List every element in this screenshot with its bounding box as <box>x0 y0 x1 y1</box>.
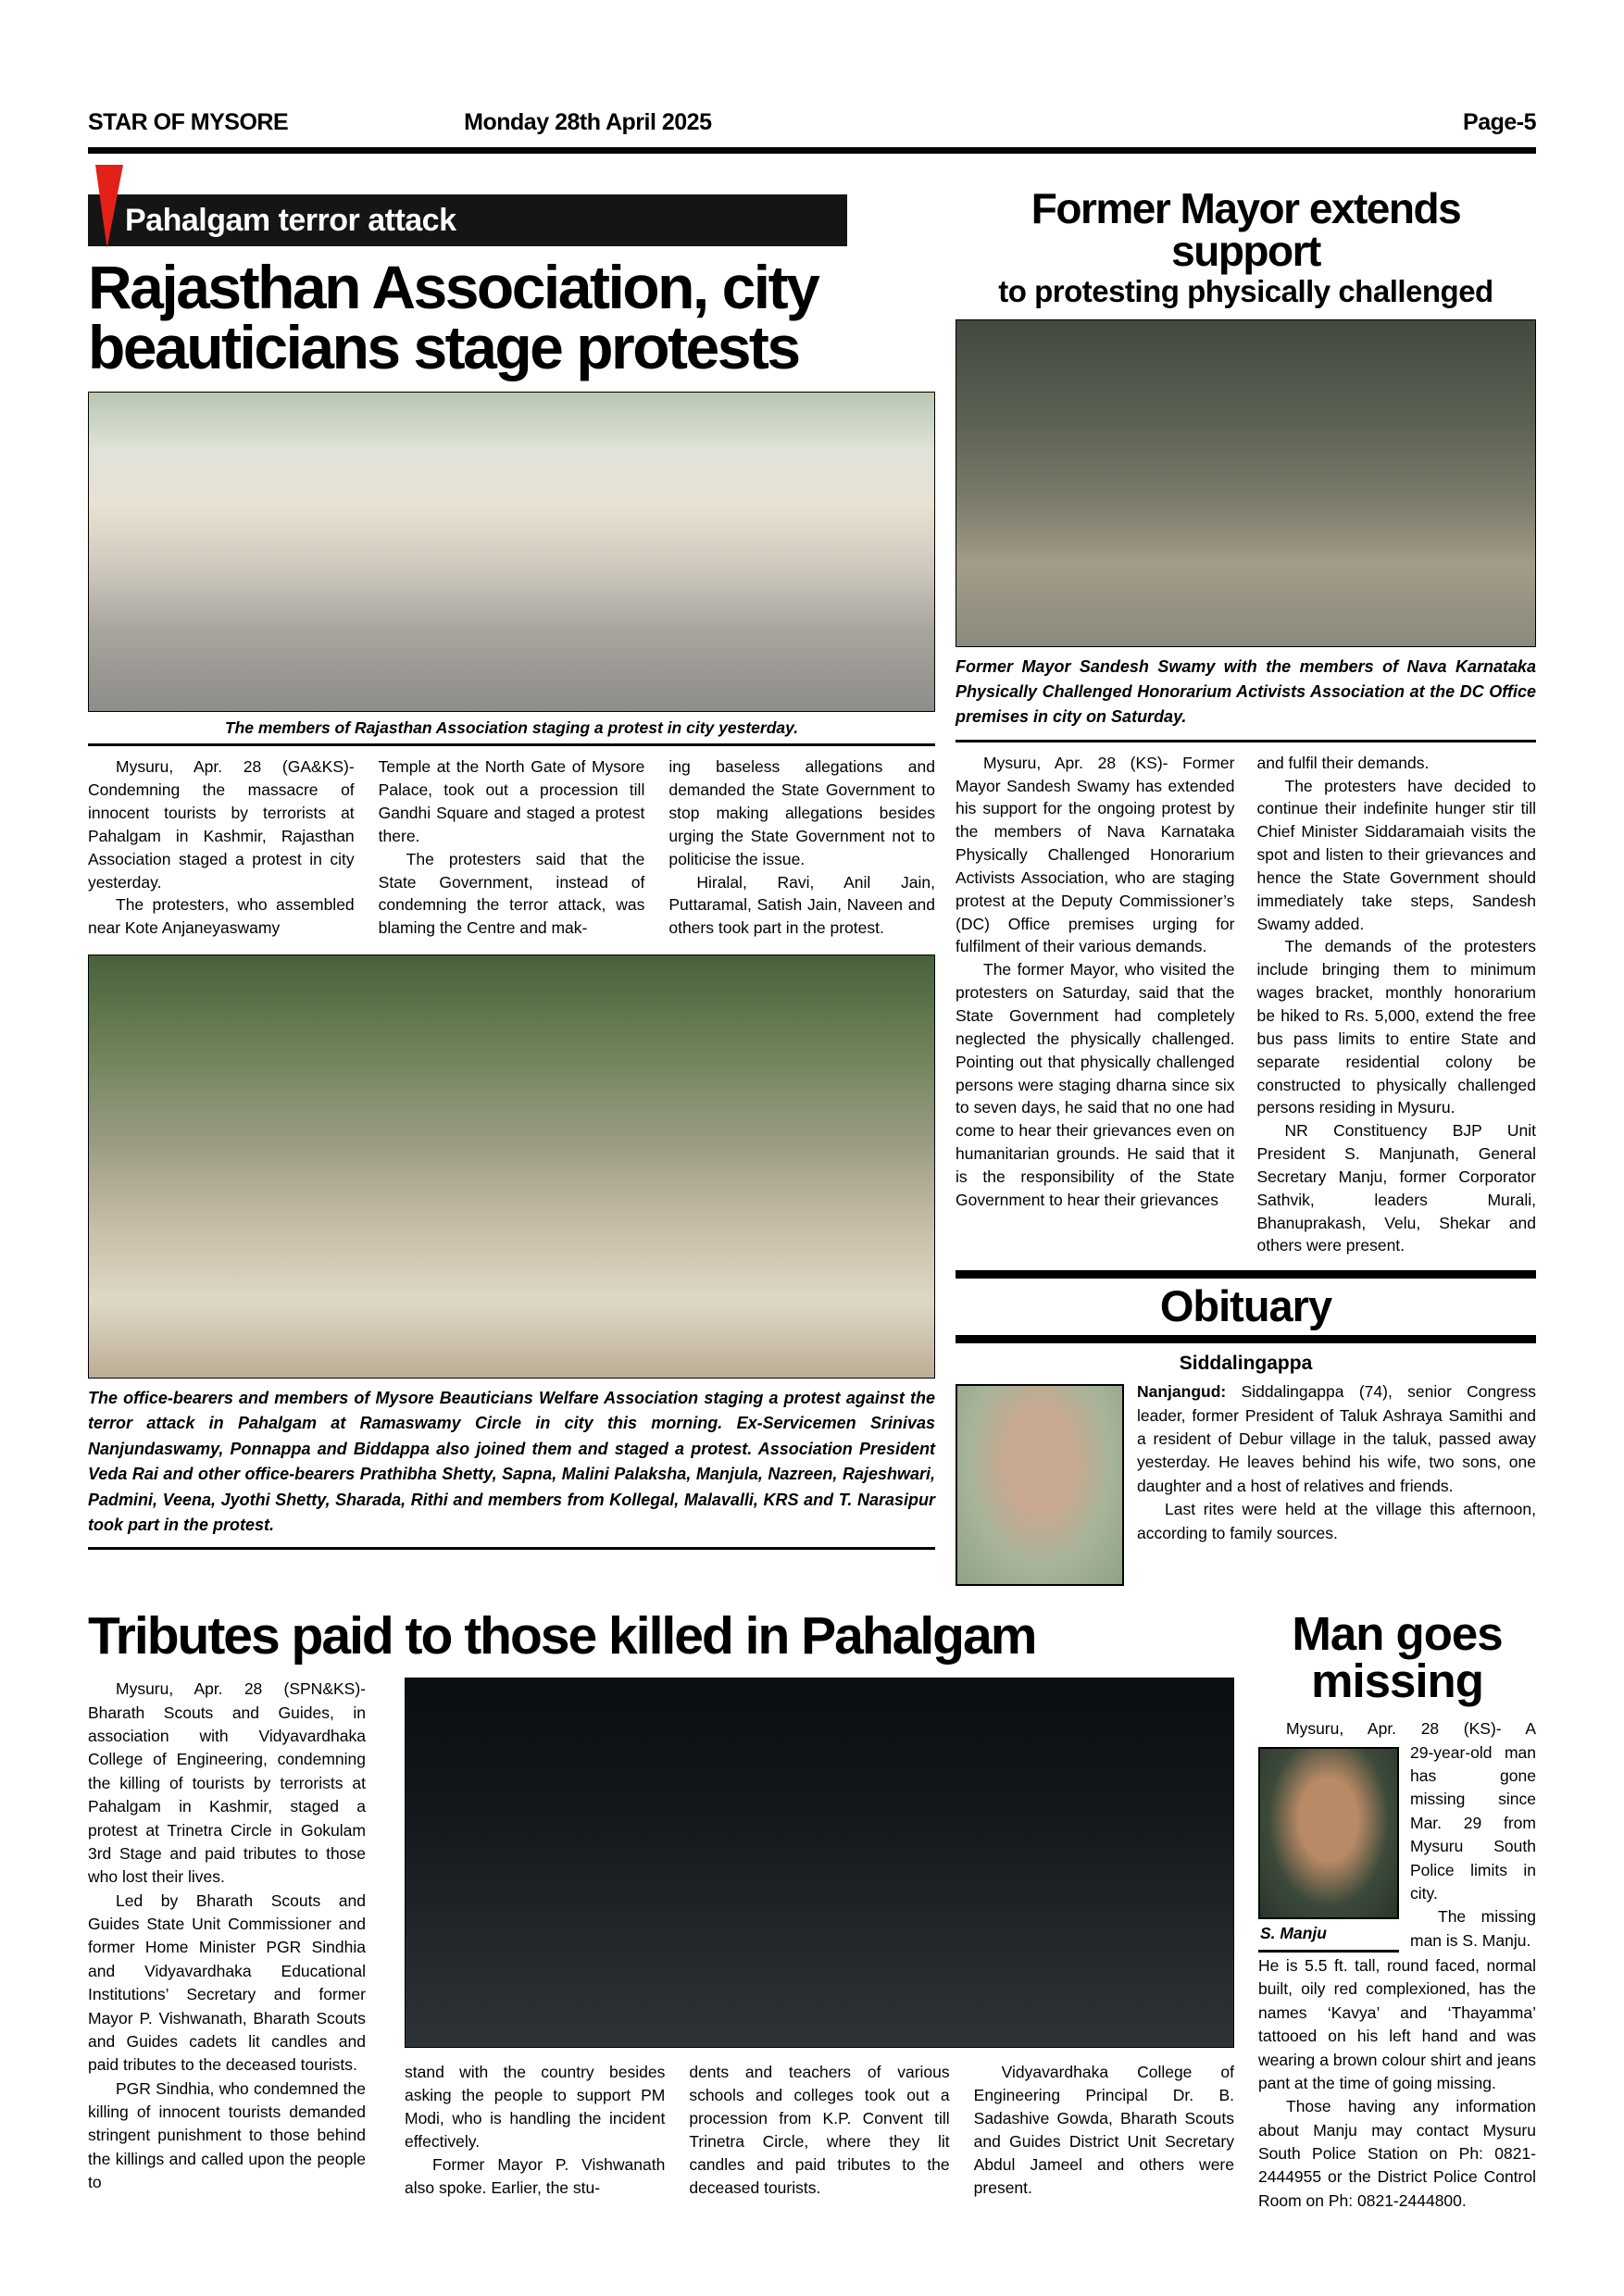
paragraph: Former Mayor P. Vishwanath also spoke. Earlier, the stu- <box>405 2154 666 2197</box>
kicker-band <box>88 194 847 246</box>
top-section <box>88 170 1536 1590</box>
obituary-photo <box>956 1384 1124 1586</box>
mayor-article <box>956 752 1536 1258</box>
paragraph: He is 5.5 ft. tall, round faced, normal built, oily red complexioned, has the names ‘Kavya’ and ‘Thayamma’ tattooed on his left hand and was wearing a brown colour shirt and jeans pant at the time of going missing. <box>1258 1956 1536 2092</box>
tributes-story <box>88 1606 1234 2214</box>
paragraph: 29-year-old man has gone missing since Mar. 29 from Mysuru South Police limits in city. <box>1410 1742 1536 1903</box>
masthead: STAR OF MYSORE <box>88 109 289 135</box>
obituary-body <box>956 1380 1536 1590</box>
paragraph: dents and teachers of various schools and colleges took out a procession from K.P. Convent till Trinetra Circle, where they lit candles and paid tributes to the deceased tourists. <box>689 2063 950 2197</box>
obituary-name: Siddalingappa <box>1179 1353 1313 1375</box>
tributes-col-3 <box>689 2061 949 2199</box>
lead-article-col-3 <box>668 755 935 940</box>
paragraph: Last rites were held at the village this afternoon, according to family sources. <box>1137 1500 1536 1542</box>
mayor-photo <box>956 319 1536 647</box>
manju-photo-block <box>1258 1747 1399 1953</box>
paragraph: ing baseless allegations and demanded the State Government to stop making allegations besides urging the State Government not to politicise the issue. <box>668 757 936 868</box>
manju-photo <box>1258 1747 1399 1919</box>
paragraph: Led by Bharath Scouts and Guides State Unit Commissioner and former Home Minister PGR Sindhia and Vidyavardhaka Educational Institutions’ Secretary and former Mayor P. Vishwanath, Bharath Scouts and Guides cadets lit candles and paid tributes to the deceased tourists. <box>88 1890 366 2075</box>
paragraph: Mysuru, Apr. 28 (KS)- A <box>1286 1719 1536 1739</box>
lead-photo-caption: The members of Rajasthan Association staging a protest in city yesterday. <box>224 718 799 738</box>
right-column <box>956 170 1536 1590</box>
paragraph: The protesters, who assembled near Kote Anjaneyaswamy <box>88 895 355 938</box>
lead-headline: Rajasthan Association, city beauticians stage protests <box>88 253 818 381</box>
mayor-photo-caption: Former Mayor Sandesh Swamy with the members of Nava Karnataka Physically Challenged Honorarium Activists Association at the DC Office premises in city on Saturday. <box>956 647 1536 742</box>
mayor-subheadline: to protesting physically challenged <box>998 274 1493 308</box>
tributes-photo <box>405 1678 1234 2048</box>
tributes-photo-block <box>405 1678 1234 2214</box>
manju-photo-caption: S. Manju <box>1258 1919 1399 1953</box>
paragraph: The former Mayor, who visited the protesters on Saturday, said that the State Government had completely neglected the physically challenged. Pointing out that physically challenged persons were staging dharna since six to seven days, he said that no one had come to hear their grievances even on humanitarian grounds. He said that it is the responsibility of the State Government to hear their grievances <box>956 960 1235 1209</box>
paragraph: stand with the country besides asking the people to support PM Modi, who is handling the incident effectively. <box>405 2063 666 2151</box>
kicker-label: Pahalgam terror attack <box>125 202 456 238</box>
obituary-text: Siddalingappa (74), senior Congress leader, former President of Taluk Ashraya Samithi and a resident of Debur village in the taluk, passed away yesterday. He leaves behind his wife, two sons, one daughter and a host of relatives and friends. <box>1137 1382 1536 1495</box>
paragraph: Hiralal, Ravi, Anil Jain, Puttaramal, Satish Jain, Naveen and others took part in the protest. <box>668 872 936 938</box>
obituary-rule-top <box>956 1270 1536 1279</box>
tributes-headline: Tributes paid to those killed in Pahalgam <box>88 1606 1036 1666</box>
bottom-section <box>88 1606 1536 2214</box>
lead-story <box>88 170 935 1590</box>
caption-rule <box>88 743 935 746</box>
mayor-headline: Former Mayor extends support <box>1031 184 1461 275</box>
obituary-title: Obituary <box>1159 1281 1332 1331</box>
mayor-article-col-1 <box>956 752 1235 1258</box>
paragraph: Vidyavardhaka College of Engineering Principal Dr. B. Sadashive Gowda, Bharath Scouts and Guides District Unit Secretary Abdul Jameel and others were present. <box>973 2063 1234 2197</box>
lead-article-col-1 <box>88 755 355 940</box>
tributes-body <box>88 1678 1234 2214</box>
missing-headline: Man goes missing <box>1292 1607 1503 1708</box>
tributes-col-1 <box>88 1678 366 2214</box>
tributes-col-4 <box>974 2061 1234 2199</box>
paragraph: Temple at the North Gate of Mysore Palace, took out a procession till Gandhi Square and staged a protest there. <box>378 757 645 845</box>
beauticians-photo <box>88 955 935 1379</box>
obituary-section <box>956 1270 1536 1590</box>
missing-body <box>1258 1717 1536 2213</box>
tributes-under-columns <box>405 2061 1234 2199</box>
issue-date: Monday 28th April 2025 <box>464 109 712 135</box>
paragraph: The protesters have decided to continue their indefinite hunger stir till Chief Minister Siddaramaiah visits the spot and listen to their grievances and hence the State Government should immediately take steps, Sandesh Swamy added. <box>1256 776 1536 933</box>
tributes-col-2 <box>405 2061 665 2199</box>
red-flag-icon <box>95 165 123 248</box>
paragraph: PGR Sindhia, who condemned the killing of innocent tourists demanded stringent punishment to those behind the killings and called upon the people to <box>88 2078 366 2192</box>
beauticians-photo-caption: The office-bearers and members of Mysore Beauticians Welfare Association staging a protest against the terror attack in Pahalgam at Ramaswamy Circle in city this morning. Ex-Servicemen Srinivas Nanjundaswamy, Ponnappa and Biddappa also joined them and staged a protest. Association President Veda Rai and other office-bearers Prathibha Shetty, Sapna, Malini Palaksha, Manjula, Nazreen, Rajeshwari, Padmini, Veena, Jyothi Shetty, Sharada, Rithi and members from Kollegal, Malavalli, KRS and T. Narasipur took part in the protest. <box>88 1379 935 1550</box>
paragraph: NR Constituency BJP Unit President S. Manjunath, General Secretary Manju, former Corporator Sathvik, leaders Murali, Bhanuprakash, Velu, Shekar and others were present. <box>1256 1121 1536 1255</box>
paragraph: Mysuru, Apr. 28 (SPN&KS)- Bharath Scouts and Guides, in association with Vidyavardhaka College of Engineering, condemning the killing of tourists by terrorists at Pahalgam in Kashmir, staged a protest at Trinetra Circle in Gokulam 3rd Stage and paid tributes to those who lost their lives. <box>88 1679 366 1887</box>
lead-article-col-2 <box>379 755 645 940</box>
paragraph: The protesters said that the State Government, instead of condemning the terror attack, was blaming the Centre and mak- <box>378 849 645 938</box>
page-number: Page-5 <box>1463 109 1536 135</box>
mayor-article-col-2 <box>1257 752 1537 1258</box>
paragraph: The missing man is S. Manju. <box>1410 1907 1536 1950</box>
paragraph: The demands of the protesters include bringing them to minimum wages bracket, monthly honorarium be hiked to Rs. 5,000, extend the free bus pass limits to entire State and separate residential colony be constructed to physically challenged persons residing in Mysuru. <box>1256 937 1536 1117</box>
obituary-rule-bottom <box>956 1335 1536 1343</box>
paragraph: and fulfil their demands. <box>1256 753 1430 772</box>
paragraph: Mysuru, Apr. 28 (GA&KS)- Condemning the massacre of innocent tourists by terrorists at Pahalgam in Kashmir, Rajasthan Association staged a protest in city yesterday. <box>88 757 355 892</box>
missing-story <box>1258 1607 1536 2214</box>
paragraph: Mysuru, Apr. 28 (KS)- Former Mayor Sandesh Swamy has extended his support for the ongoing protest by the members of Nava Karnataka Physically Challenged Honorarium Activists Association, who are staging protest at the Deputy Commissioner’s (DC) Office premises urging for fulfilment of their various demands. <box>956 753 1235 956</box>
page-header <box>88 109 1536 136</box>
obituary-dateline: Nanjangud: <box>1137 1382 1227 1402</box>
header-rule <box>88 147 1536 154</box>
lead-article <box>88 755 935 940</box>
paragraph: Those having any information about Manju may contact Mysuru South Police Station on Ph: 0821-2444955 or the District Police Control Room on Ph: 0821-2444800. <box>1258 2097 1536 2210</box>
lead-photo <box>88 392 935 712</box>
